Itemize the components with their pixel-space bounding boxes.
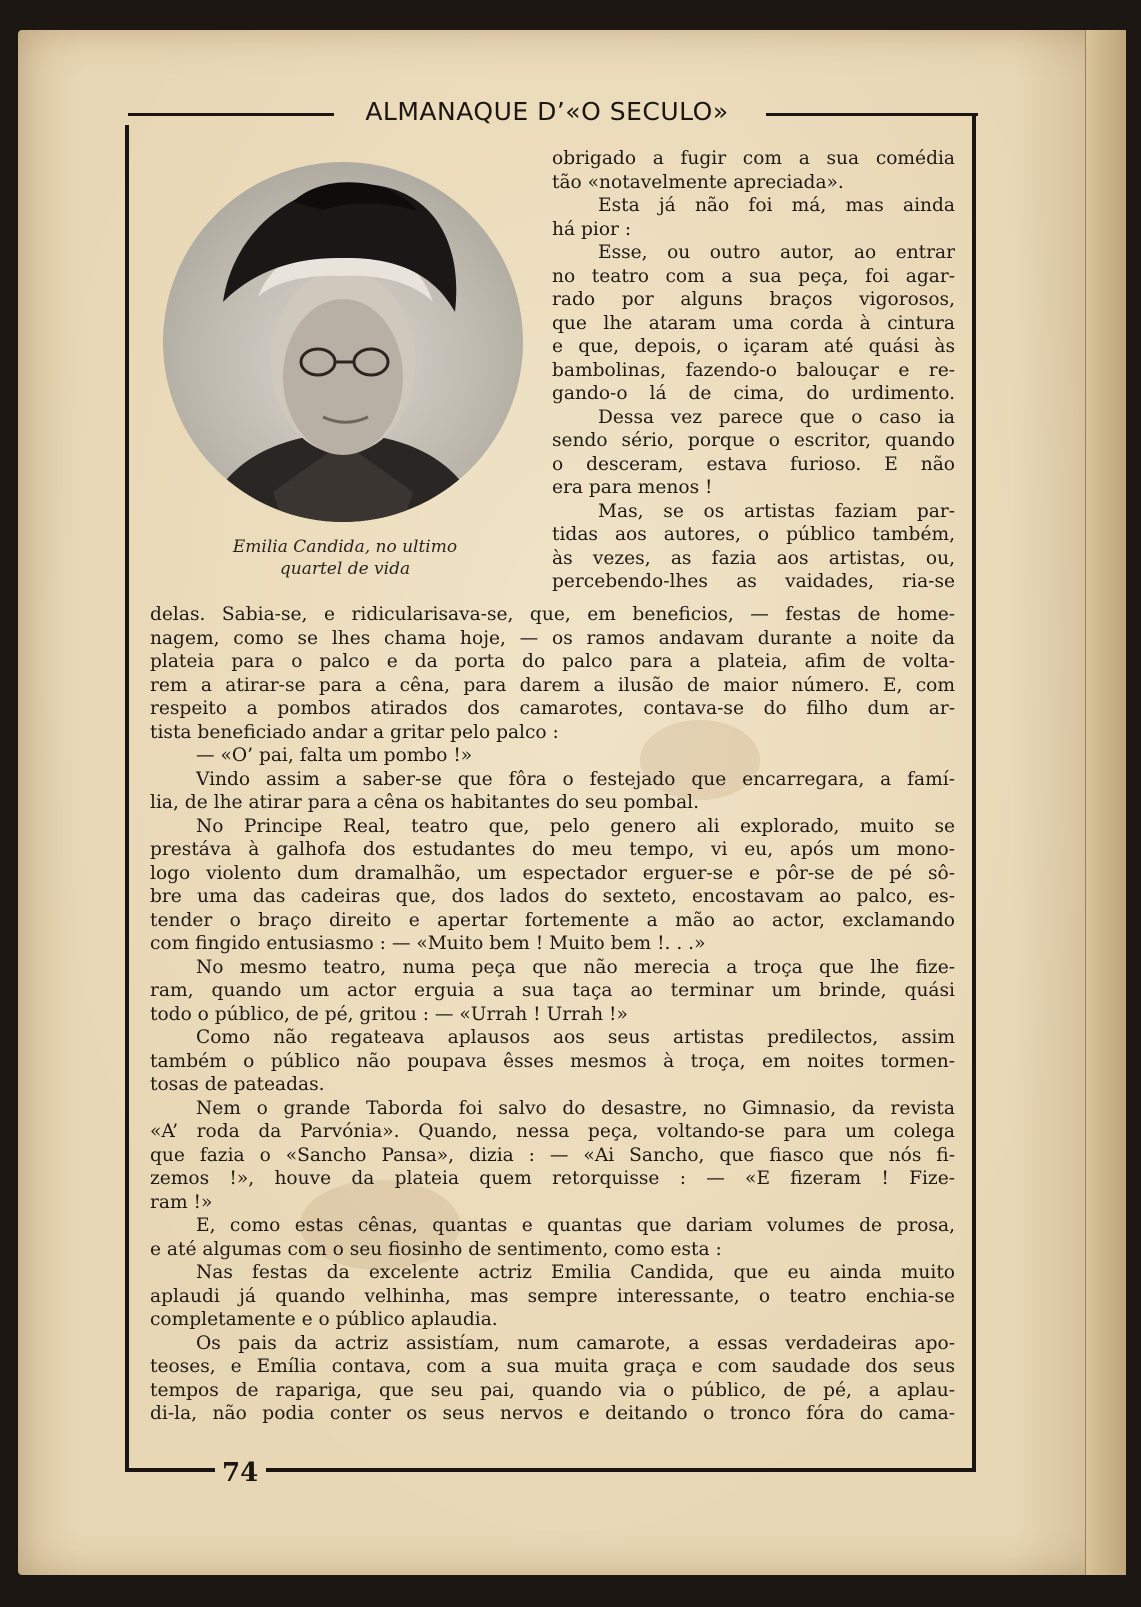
- portrait-illustration: [163, 162, 523, 522]
- full-width-text: [150, 603, 955, 1426]
- portrait-photo: [163, 162, 523, 522]
- text-line: No mesmo teatro, numa peça que não merecia a troça que lhe fize-: [196, 956, 955, 978]
- text-line: teoses, e Emília contava, com a sua muita graça e com saudade dos seus: [150, 1356, 955, 1377]
- text-line: rem a atirar-se para a cêna, para darem a ilusão de maior número. E, com: [150, 674, 955, 696]
- caption-line: quartel de vida: [279, 559, 411, 579]
- text-line: prestáva à galhofa dos estudantes do meu tempo, vi eu, após um mono-: [150, 839, 955, 860]
- frame-left: [125, 125, 129, 1470]
- right-column-text: [552, 147, 955, 594]
- text-line: Mas, se os artistas faziam par-: [598, 500, 955, 522]
- text-line: «A’ roda da Parvónia». Quando, nessa peça, voltando-se para um colega: [150, 1121, 955, 1142]
- text-line: Os pais da actriz assistíam, num camarote, a essas verdadeiras apo-: [196, 1332, 955, 1354]
- portrait-caption: [175, 536, 515, 580]
- frame-right: [972, 113, 976, 1470]
- text-line: também o público não poupava êsses mesmos à troça, em noites tormen-: [150, 1050, 955, 1072]
- text-line: tosas de pateadas.: [150, 1074, 325, 1095]
- text-line: com fingido entusiasmo : — «Muito bem ! Muito bem !. . .»: [150, 933, 706, 954]
- caption-line: Emilia Candida, no ultimo: [232, 537, 458, 557]
- text-line: bre uma das cadeiras que, dos lados do sexteto, encostavam ao palco, es-: [150, 886, 955, 907]
- text-line: no teatro com a sua peça, foi agar-: [552, 265, 955, 287]
- page-number: 74: [222, 1458, 259, 1488]
- text-line: percebendo-lhes as vaidades, ria-se: [552, 571, 955, 592]
- text-line: di-la, não podia conter os seus nervos e deitando o tronco fóra do cama-: [150, 1403, 955, 1424]
- text-line: nagem, como se lhes chama hoje, — os ramos andavam durante a noite da: [150, 627, 955, 649]
- text-line: era para menos !: [552, 477, 713, 498]
- header-rule-left: [128, 113, 334, 116]
- text-line: rado por alguns braços vigorosos,: [552, 289, 955, 310]
- text-line: às vezes, as fazia aos artistas, ou,: [552, 547, 955, 569]
- text-line: e até algumas com o seu fiosinho de sentimento, como esta :: [150, 1238, 722, 1260]
- text-line: Como não regateava aplausos aos seus artistas predilectos, assim: [196, 1027, 955, 1048]
- text-line: Vindo assim a saber-se que fôra o festejado que encarregara, a famí-: [196, 768, 955, 790]
- text-line: logo violento dum dramalhão, um espectador erguer-se e pôr-se de pé sô-: [150, 862, 955, 884]
- text-line: tempos de rapariga, que seu pai, quando via o público, de pé, a aplau-: [150, 1379, 955, 1401]
- text-line: lia, de lhe atirar para a cêna os habitantes do seu pombal.: [150, 792, 700, 813]
- text-line: Esta já não foi má, mas ainda: [598, 195, 955, 216]
- text-line: Nem o grande Taborda foi salvo do desastre, no Gimnasio, da revista: [196, 1097, 955, 1119]
- frame-bottom-right: [266, 1468, 976, 1472]
- text-line: que fazia o «Sancho Pansa», dizia : — «Ai Sancho, que fiasco que nós fi-: [150, 1144, 955, 1166]
- text-line: No Principe Real, teatro que, pelo genero ali explorado, muito se: [196, 815, 955, 837]
- text-line: — «O’ pai, falta um pombo !»: [196, 745, 473, 766]
- text-line: ram !»: [150, 1191, 213, 1213]
- text-line: Dessa vez parece que o caso ia: [598, 406, 955, 428]
- text-line: E, como estas cênas, quantas e quantas que dariam volumes de prosa,: [196, 1215, 955, 1236]
- header-rule-right: [766, 113, 978, 116]
- text-line: tista beneficiado andar a gritar pelo palco :: [150, 721, 559, 743]
- text-line: completamente e o público aplaudia.: [150, 1309, 498, 1330]
- text-line: zemos !», houve da plateia quem retorquisse : — «E fizeram ! Fize-: [150, 1168, 955, 1189]
- text-line: aplaudi já quando velhinha, mas sempre interessante, o teatro enchia-se: [150, 1285, 955, 1307]
- text-line: sendo sério, porque o escritor, quando: [552, 430, 955, 451]
- text-line: o desceram, estava furioso. E não: [552, 453, 955, 475]
- text-line: respeito a pombos atirados dos camarotes, contava-se do filho dum ar-: [150, 698, 955, 719]
- text-line: bambolinas, fazendo-o balouçar e re-: [552, 359, 955, 381]
- text-line: obrigado a fugir com a sua comédia: [552, 148, 955, 169]
- text-line: tão «notavelmente apreciada».: [552, 171, 844, 193]
- text-line: há pior :: [552, 218, 632, 240]
- text-line: Nas festas da excelente actriz Emilia Candida, que eu ainda muito: [196, 1262, 955, 1283]
- running-header: ALMANAQUE D’«O SECULO»: [365, 97, 729, 126]
- text-line: ram, quando um actor erguia a sua taça ao terminar um brinde, quási: [150, 980, 955, 1001]
- text-line: todo o público, de pé, gritou : — «Urrah ! Urrah !»: [150, 1003, 628, 1025]
- frame-bottom-left: [125, 1468, 215, 1472]
- text-line: que lhe ataram uma corda à cintura: [552, 312, 955, 334]
- text-line: plateia para o palco e da porta do palco para a plateia, afim de volta-: [150, 651, 955, 672]
- text-line: tender o braço direito e apertar fortemente a mão ao actor, exclamando: [150, 909, 955, 931]
- text-line: gando-o lá de cima, do urdimento.: [552, 383, 955, 404]
- text-line: Esse, ou outro autor, ao entrar: [598, 242, 955, 263]
- text-line: e que, depois, o içaram até quási às: [552, 336, 955, 357]
- text-line: tidas aos autores, o público também,: [552, 524, 955, 545]
- book-spine: [1085, 30, 1126, 1575]
- text-line: delas. Sabia-se, e ridicularisava-se, que, em beneficios, — festas de home-: [150, 604, 955, 625]
